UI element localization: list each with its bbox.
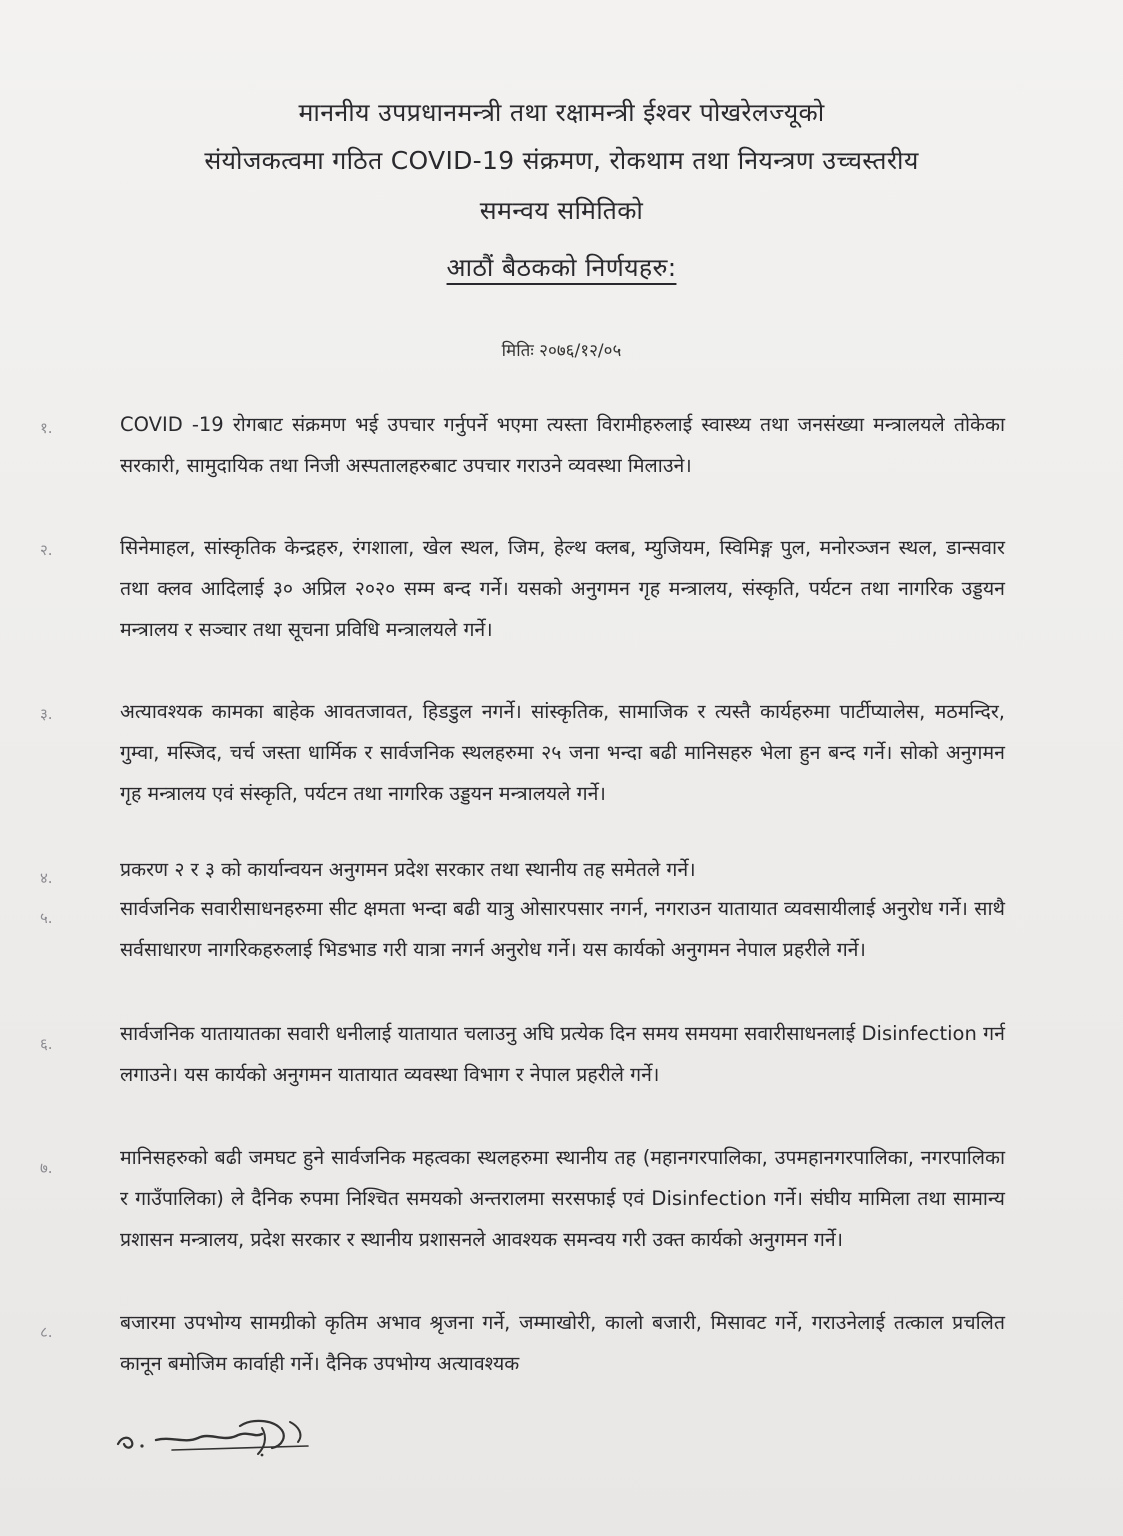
heading-line-2: संयोजकत्वमा गठित COVID-19 संक्रमण, रोकथाम तथा नियन्त्रण उच्चस्तरीय [204, 146, 919, 175]
item-number: ८. [40, 1323, 53, 1341]
item-number: २. [40, 541, 53, 559]
decision-item: सार्वजनिक सवारीसाधनहरुमा सीट क्षमता भन्दा बढी यात्रु ओसारपसार नगर्न, नगराउन यातायात व्यवसायीलाई अनुरोध गर्ने। साथै सर्वसाधारण नागरिकहरुलाई भिडभाड गरी यात्रा नगर्न अनुरोध गर्ने। यस कार्यको अनुगमन नेपाल प्रहरीले गर्ने। [120, 897, 1005, 961]
decision-item: सार्वजनिक यातायातका सवारी धनीलाई यातायात चलाउनु अघि प्रत्येक दिन समय समयमा सवारीसाधनलाई Disinfection गर्न लगाउने। यस कार्यको अनुगमन यातायात व्यवस्था विभाग र नेपाल प्रहरीले गर्ने। [120, 1022, 1005, 1086]
decision-item: COVID -19 रोगबाट संक्रमण भई उपचार गर्नुपर्ने भएमा त्यस्ता विरामीहरुलाई स्वास्थ्य तथा जनसंख्या मन्त्रालयले तोकेका सरकारी, सामुदायिक तथा निजी अस्पतालहरुबाट उपचार गराउने व्यवस्था मिलाउने। [120, 413, 1005, 477]
item-number: ७. [40, 1159, 53, 1177]
heading-line-1: माननीय उपप्रधानमन्त्री तथा रक्षामन्त्री ईश्वर पोखरेलज्यूको [298, 98, 825, 127]
decision-item: सिनेमाहल, सांस्कृतिक केन्द्रहरु, रंगशाला, खेल स्थल, जिम, हेल्थ क्लब, म्युजियम, स्विमिङ्ग पुल, मनोरञ्जन स्थल, डान्सवार तथा क्लव आदिलाई ३० अप्रिल २०२० सम्म बन्द गर्ने। यसको अनुगमन गृह मन्त्रालय, संस्कृति, पर्यटन तथा नागरिक उड्डयन मन्त्रालय र सञ्चार तथा सूचना प्रविधि मन्त्रालयले गर्ने। [120, 536, 1005, 641]
item-number: ४. [40, 869, 53, 887]
heading-line-3: समन्वय समितिको [479, 196, 644, 225]
decision-item: प्रकरण २ र ३ को कार्यान्वयन अनुगमन प्रदेश सरकार तथा स्थानीय तह समेतले गर्ने। [120, 858, 696, 881]
item-number: १. [40, 419, 53, 437]
meeting-date: मितिः २०७६/१२/०५ [501, 341, 622, 361]
item-number: ५. [40, 909, 53, 927]
decision-item: बजारमा उपभोग्य सामग्रीको कृतिम अभाव श्रृजना गर्ने, जम्माखोरी, कालो बजारी, मिसावट गर्ने, गराउनेलाई तत्काल प्रचलित कानून बमोजिम कार्वाही गर्ने। दैनिक उपभोग्य अत्यावश्यक [120, 1311, 1005, 1375]
heading-decisions-title: आठौं बैठकको निर्णयहरु: [446, 253, 677, 282]
decision-item: अत्यावश्यक कामका बाहेक आवतजावत, हिडडुल नगर्ने। सांस्कृतिक, सामाजिक र त्यस्तै कार्यहरुमा पार्टीप्यालेस, मठमन्दिर, गुम्वा, मस्जिद, चर्च जस्ता धार्मिक र सार्वजनिक स्थलहरुमा २५ जना भन्दा बढी मानिसहरु भेला हुन बन्द गर्ने। सोको अनुगमन गृह मन्त्रालय एवं संस्कृति, पर्यटन तथा नागरिक उड्डयन मन्त्रालयले गर्ने। [120, 700, 1005, 805]
decision-item: मानिसहरुको बढी जमघट हुने सार्वजनिक महत्वका स्थलहरुमा स्थानीय तह (महानगरपालिका, उपमहानगरपालिका, नगरपालिका र गाउँपालिका) ले दैनिक रुपमा निश्चित समयको अन्तरालमा सरसफाई एवं Disinfection गर्ने। संघीय मामिला तथा सामान्य प्रशासन मन्त्रालय, प्रदेश सरकार र स्थानीय प्रशासनले आवश्यक समन्वय गरी उक्त कार्यको अनुगमन गर्ने। [120, 1146, 1005, 1251]
item-number: ६. [40, 1035, 53, 1053]
handwritten-signature [112, 1408, 342, 1458]
item-number: ३. [40, 705, 53, 723]
